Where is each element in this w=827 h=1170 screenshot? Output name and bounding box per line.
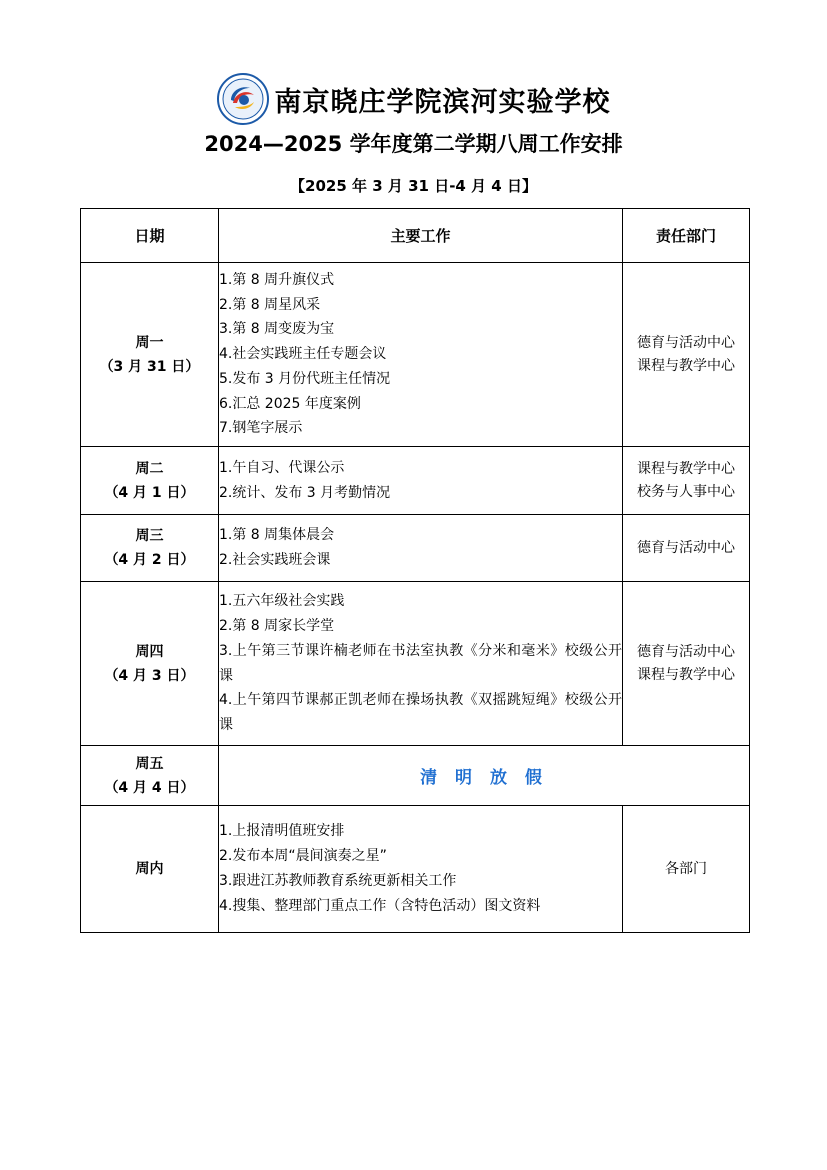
day-cell [81,582,219,746]
work-item: 2.社会实践班会课 [219,552,331,568]
work-item: 1.五六年级社会实践 [219,593,345,610]
dept-name: 德育与活动中心 [637,643,735,660]
column-header-work: 主要工作 [219,209,623,263]
work-list [219,582,623,746]
work-list [219,806,623,933]
day-label: 周内 [135,861,164,877]
day-cell [81,263,219,447]
date-range: 【2025 年 3 月 31 日-4 月 4 日】 [290,177,537,195]
work-item: 4.社会实践班主任专题会议 [219,346,387,363]
day-label: 周一 [135,334,164,351]
day-date: （3 月 31 日） [99,358,200,375]
dept-name: 课程与教学中心 [637,666,735,683]
school-emblem-logo [217,73,269,125]
work-item: 2.第 8 周星风采 [219,296,321,313]
dept-name: 课程与教学中心 [637,357,735,374]
dept-cell [623,447,750,515]
day-date: （4 月 4 日） [104,779,195,796]
day-label: 周三 [135,528,164,544]
day-cell [81,746,219,806]
work-list [219,447,623,515]
dept-cell [623,515,750,582]
day-cell [81,806,219,933]
work-item: 2.发布本周“晨间演奏之星” [219,848,387,865]
work-item: 3.第 8 周变废为宝 [219,321,335,338]
day-label: 周四 [135,643,164,660]
column-header-date: 日期 [81,209,219,263]
work-item: 2.统计、发布 3 月考勤情况 [219,484,391,501]
work-item: 3.跟进江苏教师教育系统更新相关工作 [219,873,457,889]
work-item: 4.搜集、整理部门重点工作（含特色活动）图文资料 [219,897,541,914]
column-header-dept: 责任部门 [623,209,750,263]
work-item: 7.钢笔字展示 [219,420,303,437]
work-item: 1.第 8 周升旗仪式 [219,271,335,288]
day-label: 周五 [135,755,164,772]
page-title: 2024—2025 学年度第二学期八周工作安排 [204,132,623,156]
day-label: 周二 [135,460,164,477]
school-name: 南京晓庄学院滨河实验学校 [274,86,611,118]
dept-name: 德育与活动中心 [637,539,735,556]
work-item: 1.午自习、代课公示 [219,459,345,476]
dept-name: 课程与教学中心 [637,460,735,477]
work-item: 2.第 8 周家长学堂 [219,617,335,634]
dept-name: 德育与活动中心 [637,334,735,351]
holiday-notice: 清 明 放 假 [219,746,750,806]
dept-cell [623,806,750,933]
day-cell [81,447,219,515]
work-item: 3.上午第三节课许楠老师在书法室执教《分米和毫米》校级公开课 [219,642,622,684]
table-row-wednesday [81,515,750,582]
work-list [219,515,623,582]
work-item: 5.发布 3 月份代班主任情况 [219,370,391,387]
day-cell [81,515,219,582]
work-list [219,263,623,447]
work-item: 6.汇总 2025 年度案例 [219,395,361,412]
schedule-table [80,208,750,933]
table-row-friday [81,746,750,806]
table-row-thursday [81,582,750,746]
day-date: （4 月 3 日） [104,667,195,684]
table-header-row [81,209,750,263]
table-row-weekly [81,806,750,933]
day-date: （4 月 2 日） [104,552,195,568]
work-item: 4.上午第四节课郝正凯老师在操场执教《双摇跳短绳》校级公开课 [219,692,622,734]
dept-name: 各部门 [665,860,707,877]
table-row-tuesday [81,447,750,515]
page-header [0,70,827,128]
work-item: 1.第 8 周集体晨会 [219,527,335,544]
dept-name: 校务与人事中心 [637,483,735,500]
table-row-monday [81,263,750,447]
dept-cell [623,582,750,746]
dept-cell [623,263,750,447]
work-item: 1.上报清明值班安排 [219,823,345,840]
day-date: （4 月 1 日） [104,484,195,501]
